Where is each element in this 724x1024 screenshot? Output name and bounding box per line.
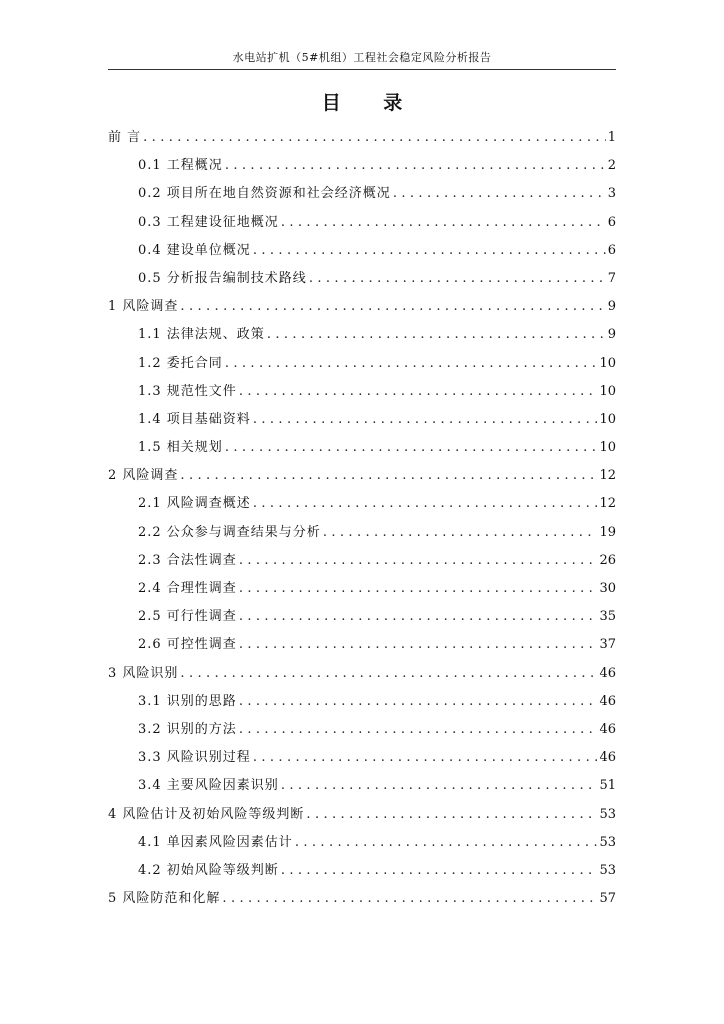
toc-dot-leader: [295, 834, 598, 852]
toc-entry-label: 5 风险防范和化解: [108, 891, 221, 907]
toc-dot-leader: [253, 411, 598, 429]
toc-entry-page-number: 19: [599, 524, 616, 540]
toc-entry[interactable]: [108, 860, 616, 888]
toc-entry-page-number: 26: [599, 552, 616, 568]
toc-entry-label: 2.2 公众参与调查结果与分析: [138, 524, 321, 540]
toc-dot-leader: [239, 693, 598, 711]
toc-entry-page-number: 10: [599, 383, 616, 399]
toc-entry-page-number: 9: [607, 299, 616, 315]
toc-entry-page-number: 6: [607, 242, 616, 258]
toc-entry-page-number: 1: [607, 130, 616, 145]
toc-entry-label: 0.1 工程概况: [138, 158, 223, 174]
toc-entry-page-number: 46: [599, 693, 616, 709]
toc-entry-label: 0.5 分析报告编制技术路线: [138, 270, 307, 286]
toc-entry[interactable]: [108, 324, 616, 352]
toc-entry[interactable]: [108, 663, 616, 691]
toc-entry[interactable]: [108, 212, 616, 240]
toc-dot-leader: [239, 383, 598, 401]
toc-entry-label: 2.3 合法性调查: [138, 552, 237, 568]
toc-entry-label: 3 风险识别: [108, 665, 179, 681]
toc-entry-label: 1.4 项目基础资料: [138, 411, 251, 427]
toc-entry-label: 1.2 委托合同: [138, 355, 223, 371]
toc-dot-leader: [306, 806, 597, 824]
toc-entry-page-number: 10: [599, 411, 616, 427]
toc-dot-leader: [239, 636, 598, 654]
toc-dot-leader: [239, 552, 598, 570]
toc-entry-page-number: 53: [599, 834, 616, 850]
toc-dot-leader: [180, 467, 597, 485]
toc-entry-label: 3.2 识别的方法: [138, 721, 237, 737]
toc-entry-label: 4 风险估计及初始风险等级判断: [108, 806, 305, 822]
toc-entry-label: 4.2 初始风险等级判断: [138, 862, 279, 878]
toc-dot-leader: [180, 298, 605, 316]
toc-entry-page-number: 53: [599, 862, 616, 878]
toc-entry-label: 0.3 工程建设征地概况: [138, 214, 279, 230]
toc-entry-label: 1 风险调查: [108, 299, 179, 315]
toc-entry[interactable]: [108, 832, 616, 860]
toc-entry-label: 2.5 可行性调查: [138, 609, 237, 625]
toc-entry-page-number: 35: [599, 609, 616, 625]
toc-entry-label: 4.1 单因素风险因素估计: [138, 834, 293, 850]
running-header-title: 水电站扩机（5#机组）工程社会稳定风险分析报告: [232, 51, 492, 64]
toc-entry[interactable]: [108, 719, 616, 747]
toc-entry-page-number: 10: [599, 440, 616, 456]
toc-entry[interactable]: [108, 381, 616, 409]
toc-entry-label: 3.3 风险识别过程: [138, 750, 251, 766]
toc-entry[interactable]: [108, 550, 616, 578]
toc-dot-leader: [253, 749, 598, 767]
toc-dot-leader: [281, 777, 598, 795]
toc-dot-leader: [253, 242, 606, 260]
toc-entry[interactable]: [108, 634, 616, 662]
toc-entry-label: 3.4 主要风险因素识别: [138, 778, 279, 794]
toc-entry-page-number: 6: [607, 214, 616, 230]
toc-entry[interactable]: [108, 775, 616, 803]
toc-dot-leader: [222, 890, 597, 908]
toc-entry-label: 2.4 合理性调查: [138, 581, 237, 596]
toc-entry[interactable]: [108, 804, 616, 832]
toc-entry-page-number: 7: [607, 270, 616, 286]
toc-entry-label: 1.5 相关规划: [138, 440, 223, 456]
toc-entry-label: 2 风险调查: [108, 468, 179, 484]
toc-dot-leader: [225, 355, 598, 373]
table-of-contents: [108, 127, 616, 916]
toc-entry-label: 3.1 识别的思路: [138, 693, 237, 709]
toc-dot-leader: [281, 862, 598, 880]
toc-entry-page-number: 46: [599, 750, 616, 766]
toc-entry[interactable]: [108, 183, 616, 211]
toc-dot-leader: [267, 326, 606, 344]
toc-entry[interactable]: [108, 522, 616, 550]
toc-entry[interactable]: [108, 155, 616, 183]
toc-dot-leader: [143, 129, 606, 147]
toc-dot-leader: [309, 270, 606, 288]
toc-dot-leader: [225, 439, 598, 457]
toc-entry[interactable]: [108, 240, 616, 268]
running-header: [108, 50, 616, 70]
toc-entry-page-number: 46: [599, 721, 616, 737]
toc-dot-leader: [393, 185, 606, 203]
toc-entry-page-number: 46: [599, 665, 616, 681]
toc-entry[interactable]: [108, 578, 616, 606]
toc-dot-leader: [225, 157, 606, 175]
toc-entry-page-number: 12: [599, 496, 616, 512]
toc-entry-label: 0.4 建设单位概况: [138, 242, 251, 258]
toc-entry-label: 1.3 规范性文件: [138, 383, 237, 399]
toc-entry[interactable]: [108, 353, 616, 381]
toc-title: 目 录: [321, 92, 421, 114]
toc-entry[interactable]: [108, 268, 616, 296]
toc-entry[interactable]: [108, 437, 616, 465]
toc-entry-page-number: 3: [607, 186, 616, 202]
toc-entry-page-number: 37: [599, 637, 616, 653]
toc-dot-leader: [239, 608, 598, 626]
toc-entry[interactable]: [108, 606, 616, 634]
toc-entry-page-number: 57: [599, 891, 616, 907]
toc-entry-page-number: 12: [599, 468, 616, 484]
toc-dot-leader: [253, 495, 598, 513]
toc-entry-label: 2.1 风险调查概述: [138, 496, 251, 512]
toc-entry[interactable]: [108, 691, 616, 719]
toc-entry-page-number: 2: [607, 158, 616, 174]
toc-entry-label: 1.1 法律法规、政策: [138, 327, 265, 343]
toc-dot-leader: [239, 721, 598, 739]
toc-entry[interactable]: [108, 296, 616, 324]
toc-entry[interactable]: [108, 747, 616, 775]
toc-entry[interactable]: [108, 465, 616, 493]
toc-dot-leader: [281, 214, 606, 232]
toc-dot-leader: [180, 665, 597, 683]
toc-entry-page-number: 53: [599, 806, 616, 822]
toc-entry[interactable]: [108, 888, 616, 916]
toc-entry-label: 前 言: [108, 130, 142, 145]
toc-dot-leader: [239, 580, 598, 598]
toc-entry-page-number: 9: [607, 327, 616, 343]
toc-entry[interactable]: [108, 409, 616, 437]
toc-entry-page-number: 51: [599, 778, 616, 794]
toc-entry[interactable]: [108, 127, 616, 155]
toc-dot-leader: [323, 524, 598, 542]
toc-entry-page-number: 30: [599, 581, 616, 596]
toc-entry-page-number: 10: [599, 355, 616, 371]
toc-entry-label: 2.6 可控性调查: [138, 637, 237, 653]
toc-entry-label: 0.2 项目所在地自然资源和社会经济概况: [138, 186, 391, 202]
toc-entry[interactable]: [108, 493, 616, 521]
